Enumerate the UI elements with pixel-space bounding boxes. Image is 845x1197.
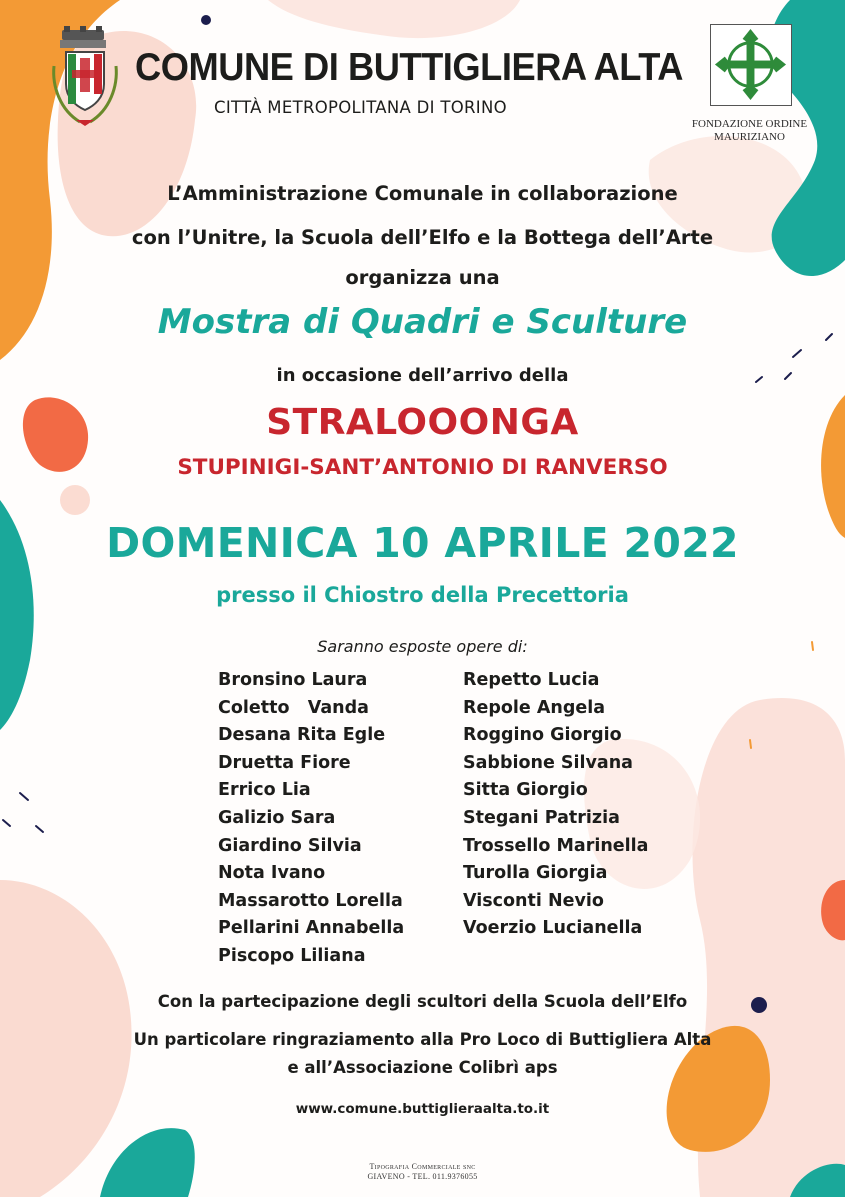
list-item: Galizio Sara <box>218 807 336 828</box>
list-item: Sitta Giorgio <box>463 780 588 801</box>
foundation-logo <box>710 24 792 106</box>
intro-line-3: organizza una <box>345 266 500 289</box>
occasion-text: in occasione dell’arrivo della <box>276 365 569 386</box>
event-venue: presso il Chiostro della Precettoria <box>216 583 629 607</box>
mauritian-cross-icon <box>711 25 790 104</box>
pink-blob-top-center <box>268 0 520 38</box>
event-date: DOMENICA 10 APRILE 2022 <box>106 519 739 567</box>
intro-line-2: con l’Unitre, la Scuola dell’Elfo e la Bottega dell’Arte <box>131 226 714 249</box>
participation-note: Con la partecipazione degli scultori della Scuola dell’Elfo <box>157 992 688 1011</box>
list-item: Bronsino Laura <box>218 670 368 690</box>
dash-marks-left <box>3 793 43 832</box>
list-item: Nota Ivano <box>218 863 326 884</box>
list-item: Errico Lia <box>218 780 311 801</box>
exhibition-headline: Mostra di Quadri e Sculture <box>157 302 688 342</box>
list-item: Turolla Giorgia <box>463 863 608 884</box>
metropolitan-city-subtitle: CITTÀ METROPOLITANA DI TORINO <box>214 98 507 117</box>
intro-line-1: L’Amministrazione Comunale in collaborazione <box>167 182 678 205</box>
printer-contact: GIAVENO - TEL. 011.9376055 <box>367 1172 478 1181</box>
municipal-coat-of-arms-icon <box>46 26 124 128</box>
artists-list-right <box>463 670 648 946</box>
event-name: STRALOOONGA <box>266 402 579 443</box>
foundation-name <box>672 118 827 144</box>
printer-credit <box>0 1162 845 1182</box>
list-item: Trossello Marinella <box>463 835 649 856</box>
website-link[interactable]: www.comune.buttiglieraalta.to.it <box>295 1101 550 1117</box>
list-item: Giardino Silvia <box>218 835 362 856</box>
list-item: Repole Angela <box>463 697 606 718</box>
works-heading: Saranno esposte opere di: <box>317 637 528 656</box>
list-item: Stegani Patrizia <box>463 807 620 828</box>
artists-list-left <box>218 670 404 974</box>
list-item: Pellarini Annabella <box>218 918 405 939</box>
event-route: STUPINIGI-SANT’ANTONIO DI RANVERSO <box>177 455 668 480</box>
navy-dot-top <box>201 15 211 25</box>
thanks-line-2: e all’Associazione Colibrì aps <box>287 1058 558 1077</box>
list-item: Sabbione Silvana <box>463 752 633 773</box>
list-item: Repetto Lucia <box>463 670 600 690</box>
foundation-name-line1: FONDAZIONE ORDINE <box>691 118 808 130</box>
list-item: Piscopo Liliana <box>218 945 366 966</box>
municipality-title: COMUNE DI BUTTIGLIERA ALTA <box>135 46 684 89</box>
pink-dot-left <box>60 485 90 515</box>
list-item: Massarotto Lorella <box>218 890 403 911</box>
list-item: Roggino Giorgio <box>463 725 622 746</box>
list-item: Voerzio Lucianella <box>463 918 643 939</box>
printer-name: Tipografia Commerciale snc <box>369 1162 476 1171</box>
list-item: Coletto Vanda <box>218 697 369 718</box>
list-item: Visconti Nevio <box>463 890 604 911</box>
foundation-name-line2: MAURIZIANO <box>714 131 785 143</box>
thanks-line-1: Un particolare ringraziamento alla Pro Loco di Buttigliera Alta <box>133 1030 712 1049</box>
list-item: Desana Rita Egle <box>218 725 386 746</box>
list-item: Druetta Fiore <box>218 752 351 773</box>
